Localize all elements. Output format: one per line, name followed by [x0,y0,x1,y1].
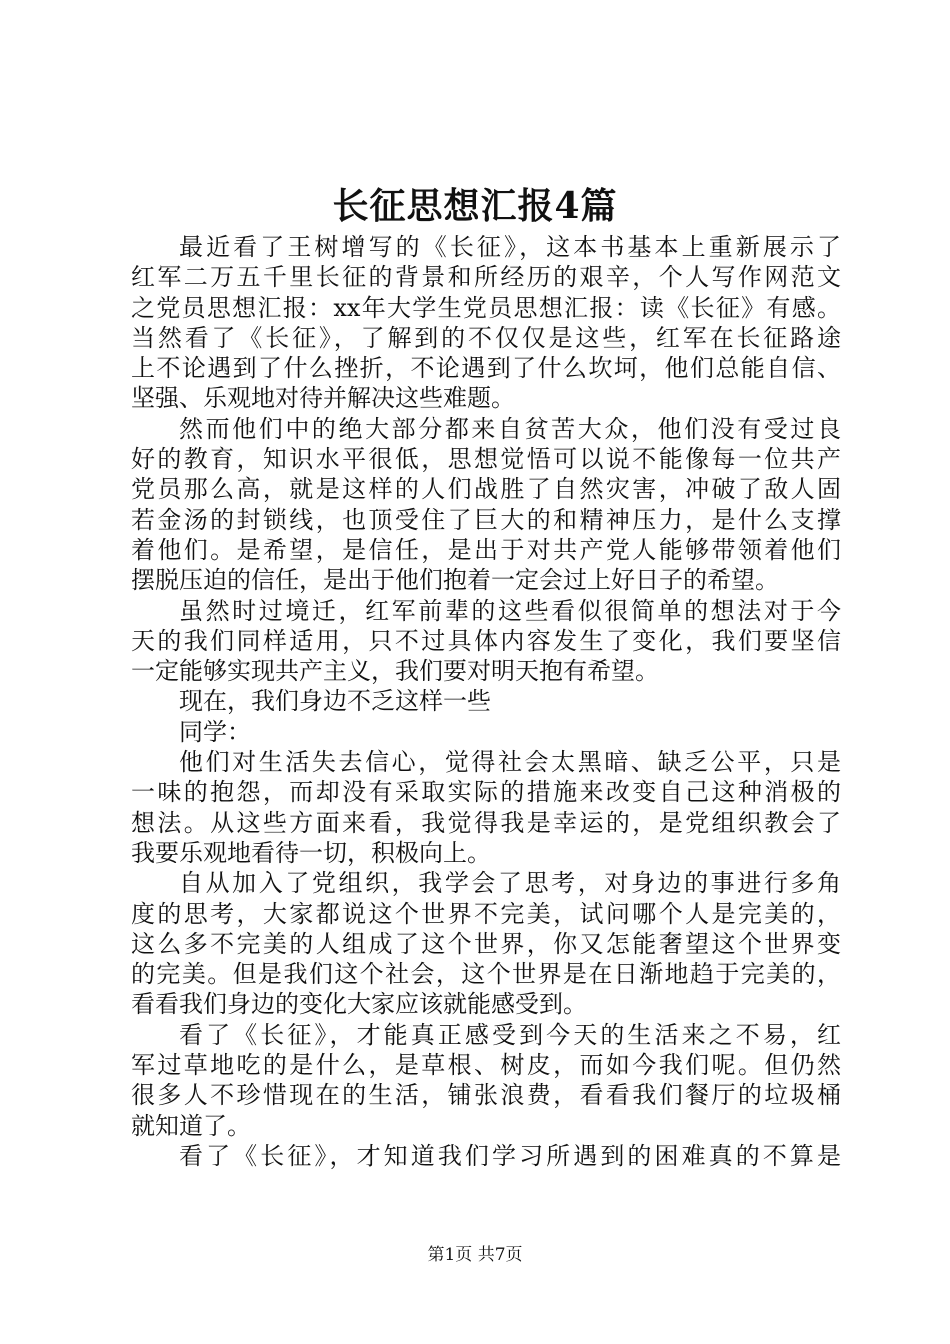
text-line: 想法。从这些方面来看，我觉得我是幸运的，是党组织教会了 [131,808,841,837]
text-line: 红军二万五千里长征的背景和所经历的艰辛，个人写作网范文 [131,263,841,292]
text-line: 若金汤的封锁线，也顶受住了巨大的和精神压力，是什么支撑 [131,505,841,534]
text-line: 然而他们中的绝大部分都来自贫苦大众，他们没有受过良 [179,414,841,443]
text-line: 他们对生活失去信心，觉得社会太黑暗、缺乏公平，只是 [179,748,841,777]
text-line: 看了《长征》，才知道我们学习所遇到的困难真的不算是 [179,1141,841,1170]
text-line: 很多人不珍惜现在的生活，铺张浪费，看看我们餐厅的垃圾桶 [131,1081,841,1110]
text-line: 虽然时过境迁，红军前辈的这些看似很简单的想法对于今 [179,596,841,625]
document-body [131,232,841,1171]
text-line: 看看我们身边的变化大家应该就能感受到。 [131,990,587,1019]
text-line: 军过草地吃的是什么，是草根、树皮，而如今我们呢。但仍然 [131,1051,841,1080]
text-line: 党员那么高，就是这样的人们战胜了自然灾害，冲破了敌人固 [131,475,841,504]
text-line: 着他们。是希望，是信任，是出于对共产党人能够带领着他们 [131,535,841,564]
text-line: 一味的抱怨，而却没有采取实际的措施来改变自己这种消极的 [131,778,841,807]
text-line: 摆脱压迫的信任，是出于他们抱着一定会过上好日子的希望。 [131,566,779,595]
text-line: 我要乐观地看待一切，积极向上。 [131,838,491,867]
text-line: 度的思考，大家都说这个世界不完美，试问哪个人是完美的， [131,899,841,928]
text-line: 自从加入了党组织，我学会了思考，对身边的事进行多角 [179,869,841,898]
text-line: 天的我们同样适用，只不过具体内容发生了变化，我们要坚信 [131,626,841,655]
text-line: 坚强、乐观地对待并解决这些难题。 [131,384,515,413]
text-line: 同学： [179,717,251,746]
text-line: 这么多不完美的人组成了这个世界，你又怎能奢望这个世界变 [131,929,841,958]
text-line: 的完美。但是我们这个社会，这个世界是在日渐地趋于完美的， [131,960,841,989]
text-line: 就知道了。 [131,1111,251,1140]
text-line: 上不论遇到了什么挫折，不论遇到了什么坎坷，他们总能自信、 [131,354,841,383]
document-title: 长征思想汇报4篇 [332,185,618,227]
text-line: 之党员思想汇报：xx年大学生党员思想汇报：读《长征》有感。 [131,293,841,322]
text-line: 当然看了《长征》，了解到的不仅仅是这些，红军在长征路途 [131,323,841,352]
text-line: 一定能够实现共产主义，我们要对明天抱有希望。 [131,657,659,686]
text-line: 看了《长征》，才能真正感受到今天的生活来之不易，红 [179,1020,841,1049]
page-number-footer: 第1页 共7页 [427,1245,523,1265]
text-line: 好的教育，知识水平很低，思想觉悟可以说不能像每一位共产 [131,445,841,474]
text-line: 现在，我们身边不乏这样一些 [179,687,491,716]
text-line: 最近看了王树增写的《长征》，这本书基本上重新展示了 [179,233,841,261]
